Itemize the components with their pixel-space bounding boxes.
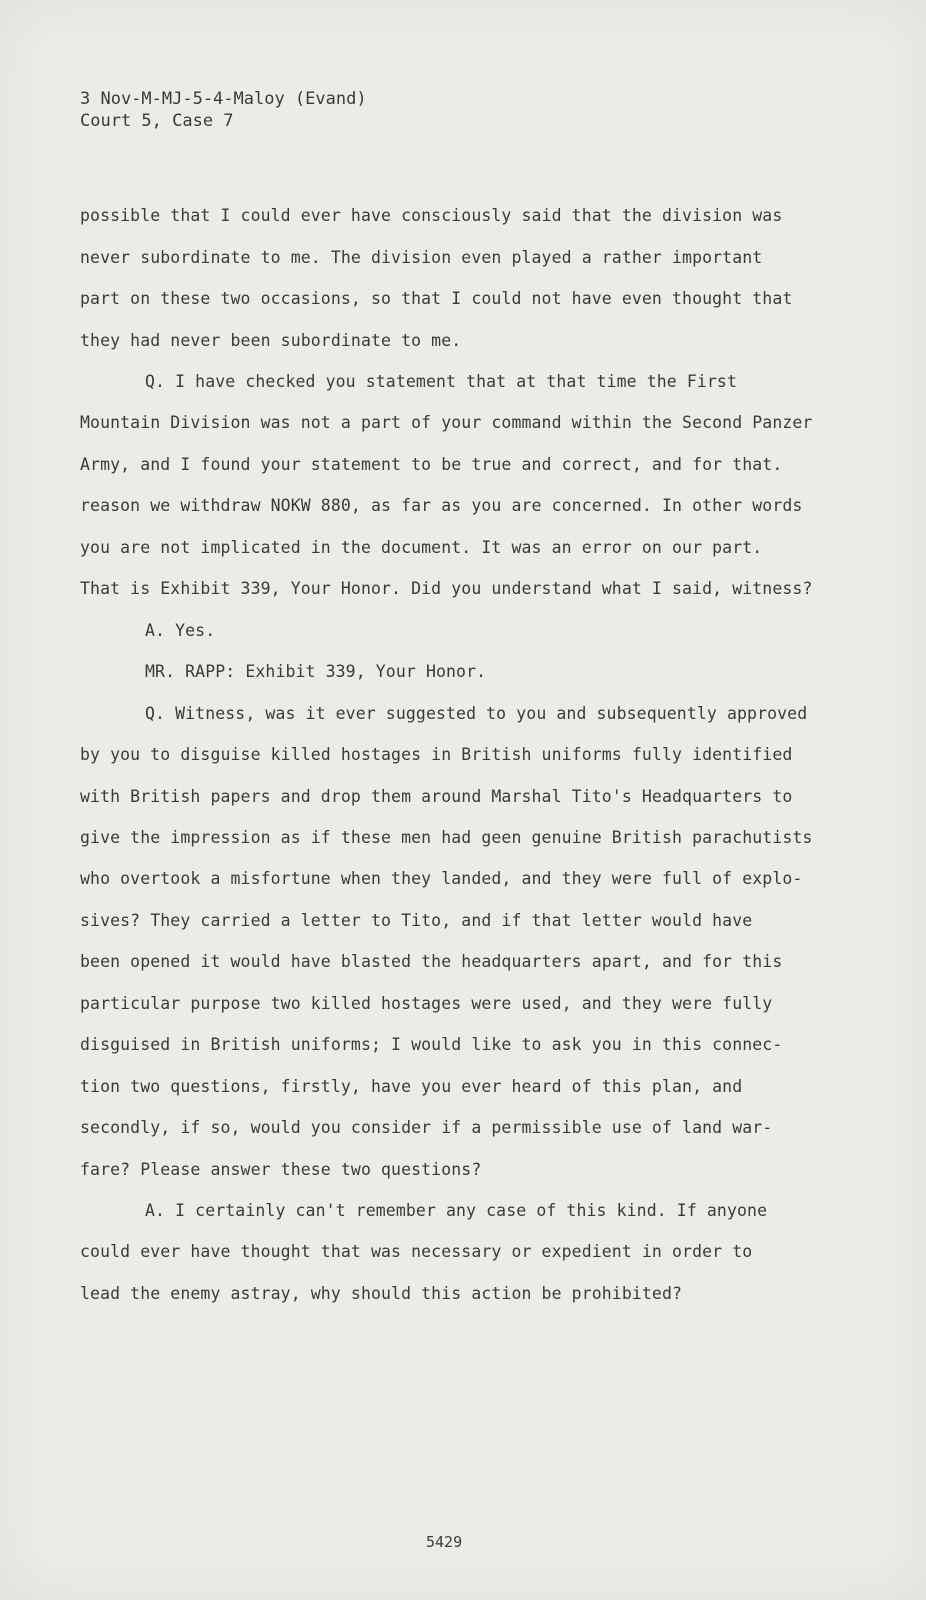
- body-line: sives? They carried a letter to Tito, and if that letter would have: [80, 911, 753, 930]
- body-line: part on these two occasions, so that I could not have even thought that: [80, 289, 793, 308]
- header-line-1: 3 Nov-M-MJ-5-4-Maloy (Evand): [80, 89, 367, 109]
- body-line: they had never been subordinate to me.: [80, 331, 462, 350]
- body-line: lead the enemy astray, why should this action be prohibited?: [80, 1284, 683, 1303]
- body-line: MR. RAPP: Exhibit 339, Your Honor.: [145, 662, 487, 681]
- body-line: been opened it would have blasted the headquarters apart, and for this: [80, 952, 783, 971]
- body-line: Q. I have checked you statement that at that time the First: [145, 372, 737, 391]
- body-line: particular purpose two killed hostages were used, and they were fully: [80, 994, 773, 1013]
- body-line: fare? Please answer these two questions?: [80, 1160, 482, 1179]
- body-line: disguised in British uniforms; I would like to ask you in this connec-: [80, 1035, 783, 1054]
- body-line: who overtook a misfortune when they landed, and they were full of explo-: [80, 869, 803, 888]
- body-line: with British papers and drop them around Marshal Tito's Headquarters to: [80, 787, 793, 806]
- body-line: you are not implicated in the document. It was an error on our part.: [80, 538, 763, 557]
- body-line: Q. Witness, was it ever suggested to you and subsequently approved: [145, 704, 808, 723]
- body-line: never subordinate to me. The division even played a rather important: [80, 248, 763, 267]
- body-line: secondly, if so, would you consider if a permissible use of land war-: [80, 1118, 773, 1137]
- body-line: tion two questions, firstly, have you ever heard of this plan, and: [80, 1077, 743, 1096]
- body-line: by you to disguise killed hostages in British uniforms fully identified: [80, 745, 793, 764]
- body-line: reason we withdraw NOKW 880, as far as you are concerned. In other words: [80, 496, 803, 515]
- body-line: A. Yes.: [145, 621, 216, 640]
- document-header: [80, 88, 367, 132]
- header-line-2: Court 5, Case 7: [80, 111, 234, 131]
- body-line: Mountain Division was not a part of your command within the Second Panzer: [80, 413, 813, 432]
- body-line: Army, and I found your statement to be true and correct, and for that.: [80, 455, 783, 474]
- body-line: That is Exhibit 339, Your Honor. Did you understand what I said, witness?: [80, 579, 813, 598]
- body-line: A. I certainly can't remember any case of this kind. If anyone: [145, 1201, 768, 1220]
- body-line: give the impression as if these men had geen genuine British parachutists: [80, 828, 813, 847]
- body-line: possible that I could ever have consciously said that the division was: [80, 206, 783, 225]
- page-number: 5429: [426, 1533, 463, 1551]
- body-line: could ever have thought that was necessary or expedient in order to: [80, 1242, 753, 1261]
